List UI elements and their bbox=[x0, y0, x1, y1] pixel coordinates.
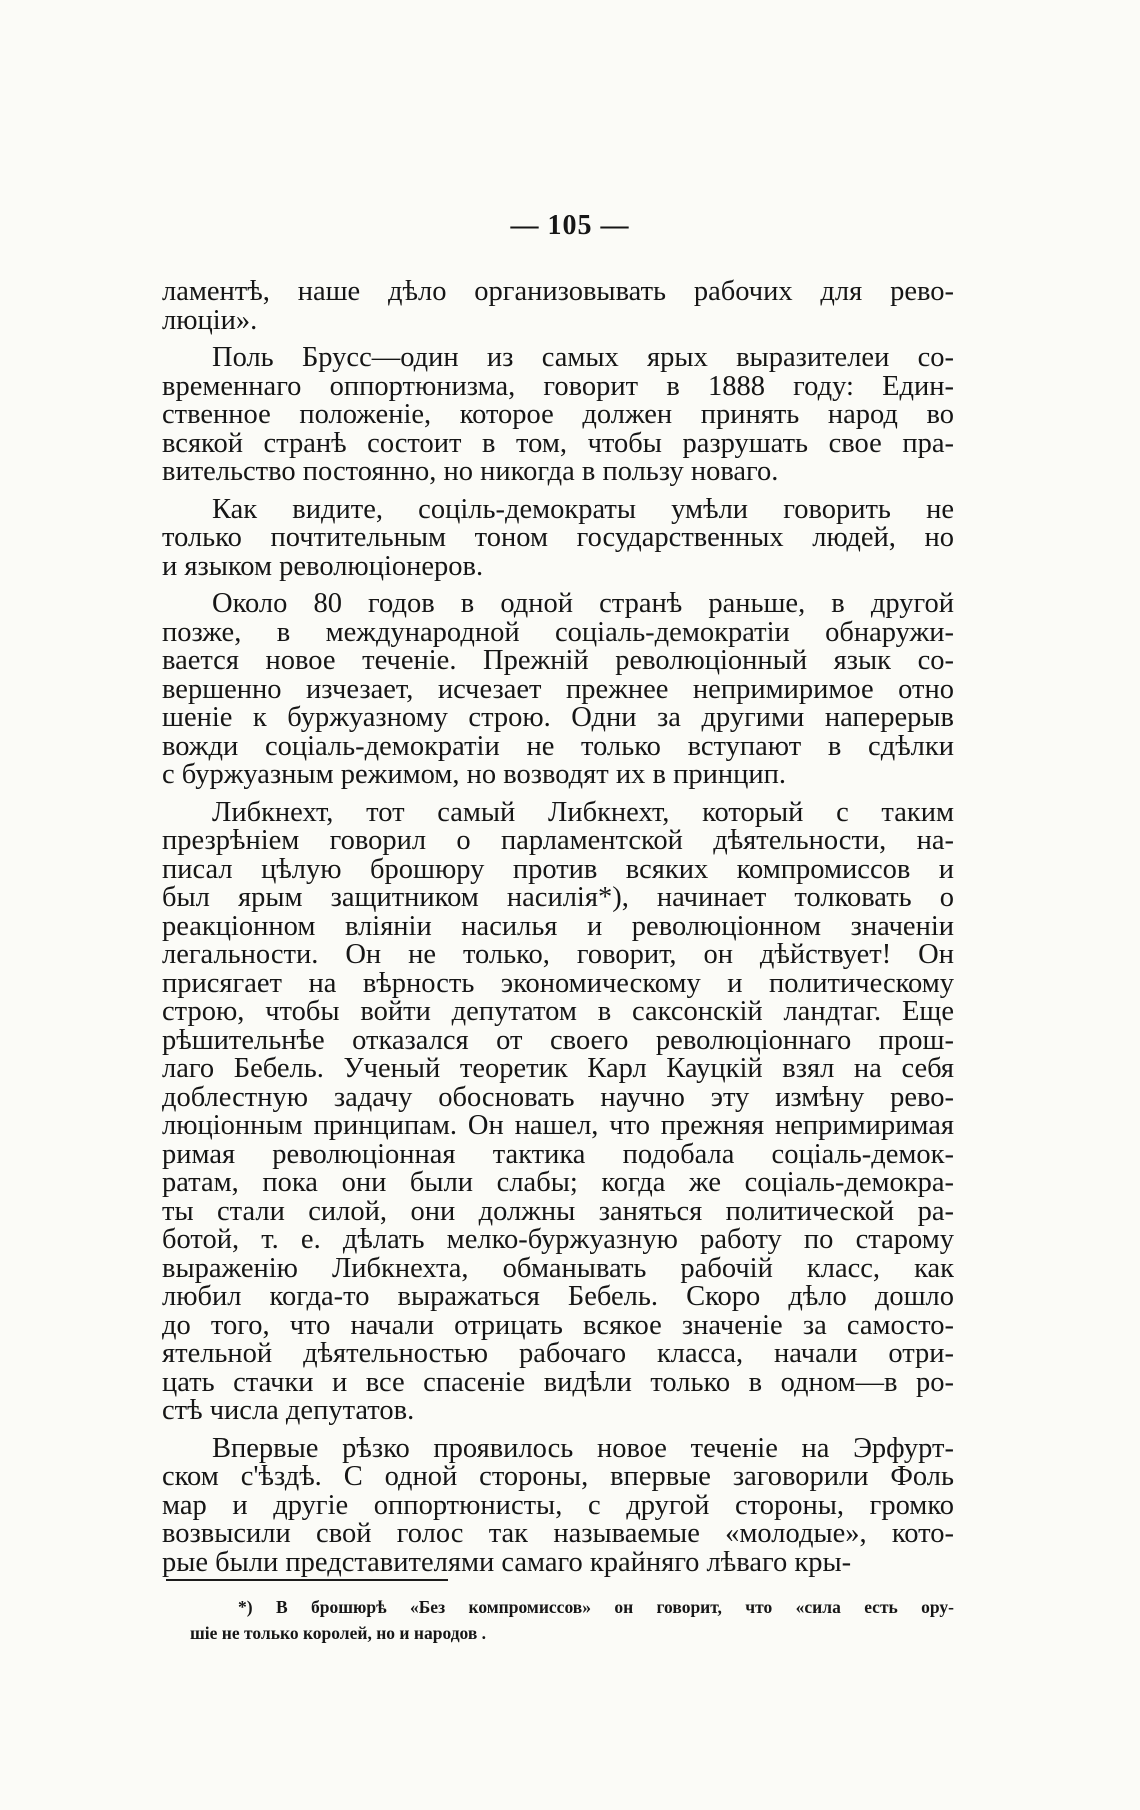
paragraph bbox=[162, 493, 954, 582]
paragraph bbox=[162, 590, 954, 790]
text-line: Около 80 годов в одной странѣ раньше, в другой bbox=[212, 588, 954, 619]
text-line: ятельной дѣятельностью рабочаго класса, начали отри- bbox=[162, 1338, 954, 1369]
text-line: Либкнехт, тот самый Либкнехт, который с таким bbox=[212, 796, 954, 828]
footnote-line: *) В брошюрѣ «Без компромиссов» он говорит, что «сила есть ору- bbox=[238, 1597, 954, 1617]
text-line: легальности. Он не только, говорит, он дѣйствует! Он bbox=[162, 939, 954, 970]
text-line: позже, в международной соціаль-демократіи обнаружи- bbox=[162, 616, 954, 648]
text-line: ботой, т. е. дѣлать мелко-буржуазную работу по старому bbox=[162, 1224, 954, 1255]
text-line: ты стали силой, они должны заняться политической ра- bbox=[162, 1195, 954, 1227]
paragraph bbox=[162, 796, 954, 1426]
text-line: ламентѣ, наше дѣло организовывать рабочих для рево- bbox=[162, 276, 954, 307]
text-line: цать стачки и все спасеніе видѣли только в одном—в ро- bbox=[162, 1366, 954, 1398]
text-line: Поль Брусс—один из самых ярых выразителеи со- bbox=[212, 342, 954, 373]
footnote-divider bbox=[166, 1579, 448, 1581]
text-line: люціи». bbox=[162, 304, 258, 336]
text-line: Впервые рѣзко проявилось новое теченіе на Эрфурт- bbox=[212, 1432, 954, 1464]
text-line: Как видите, соціль-демократы умѣли говорить не bbox=[212, 493, 954, 525]
text-line: римая революціонная тактика подобала соціаль-демок- bbox=[162, 1138, 954, 1170]
text-line: ском с'ѣздѣ. С одной стороны, впервые заговорили Фоль bbox=[162, 1461, 954, 1492]
text-line: был ярым защитником насилія*), начинает толковать о bbox=[162, 882, 954, 913]
text-line: лаго Бебель. Ученый теоретик Карл Кауцкій взял на себя bbox=[162, 1053, 954, 1084]
text-line: презрѣніем говорил о парламентской дѣятельности, на- bbox=[162, 825, 954, 856]
footnote bbox=[190, 1594, 954, 1646]
text-line: и языком революціонеров. bbox=[162, 550, 484, 582]
text-line: рые были представителями самаго крайняго лѣваго кры- bbox=[162, 1546, 852, 1578]
text-line: доблестную задачу обосновать научно эту измѣну рево- bbox=[162, 1081, 954, 1113]
text-line: вожди соціаль-демократіи не только вступают в сдѣлки bbox=[162, 730, 954, 762]
text-line: всякой странѣ состоит в том, чтобы разрушать свое пра- bbox=[162, 427, 954, 459]
text-line: до того, что начали отрицать всякое значеніе за самосто- bbox=[162, 1309, 954, 1341]
footnote-line: шіе не только королей, но и народов . bbox=[190, 1623, 487, 1643]
text-line: ратам, пока они были слабы; когда же соціаль-демокра- bbox=[162, 1167, 954, 1198]
text-line: возвысили свой голос так называемые «молодые», кото- bbox=[162, 1518, 954, 1549]
paragraph bbox=[162, 344, 954, 487]
text-line: с буржуазным режимом, но возводят их в принцип. bbox=[162, 759, 786, 790]
text-line: только почтительным тоном государственных людей, но bbox=[162, 522, 954, 553]
body-text bbox=[162, 278, 954, 1586]
text-line: присягает на вѣрность экономическому и политическому bbox=[162, 967, 954, 999]
text-line: стѣ числа депутатов. bbox=[162, 1395, 415, 1426]
text-line: любил когда-то выражаться Бебель. Скоро дѣло дошло bbox=[162, 1281, 954, 1312]
paragraph bbox=[162, 1432, 954, 1578]
text-line: люціонным принципам. Он нашел, что прежняя непримиримая bbox=[162, 1110, 954, 1141]
text-line: шеніе к буржуазному строю. Одни за другими наперерыв bbox=[162, 702, 954, 733]
text-line: вается новое теченіе. Прежній революціонный язык со- bbox=[162, 645, 954, 676]
text-line: строю, чтобы войти депутатом в саксонскій ландтаг. Еще bbox=[162, 996, 954, 1027]
text-line: вершенно изчезает, исчезает прежнее непримиримое отно bbox=[162, 673, 954, 705]
text-line: рѣшительнѣе отказался от своего революціоннаго прош- bbox=[162, 1024, 954, 1056]
text-line: вительство постоянно, но никогда в пользу новаго. bbox=[162, 456, 779, 487]
text-line: временнаго оппортюнизма, говорит в 1888 году: Един- bbox=[162, 370, 954, 402]
page-number: — 105 — bbox=[510, 210, 630, 241]
text-line: мар и другіе оппортюнисты, с другой стороны, громко bbox=[162, 1489, 954, 1521]
paragraph bbox=[162, 278, 954, 335]
text-line: ственное положеніе, которое должен принять народ во bbox=[162, 399, 954, 430]
text-line: реакціонном вліяніи насилья и революціонном значеніи bbox=[162, 910, 954, 942]
text-line: писал цѣлую брошюру против всяких компромиссов и bbox=[162, 853, 954, 885]
text-line: выраженію Либкнехта, обманывать рабочій класс, как bbox=[162, 1252, 954, 1284]
